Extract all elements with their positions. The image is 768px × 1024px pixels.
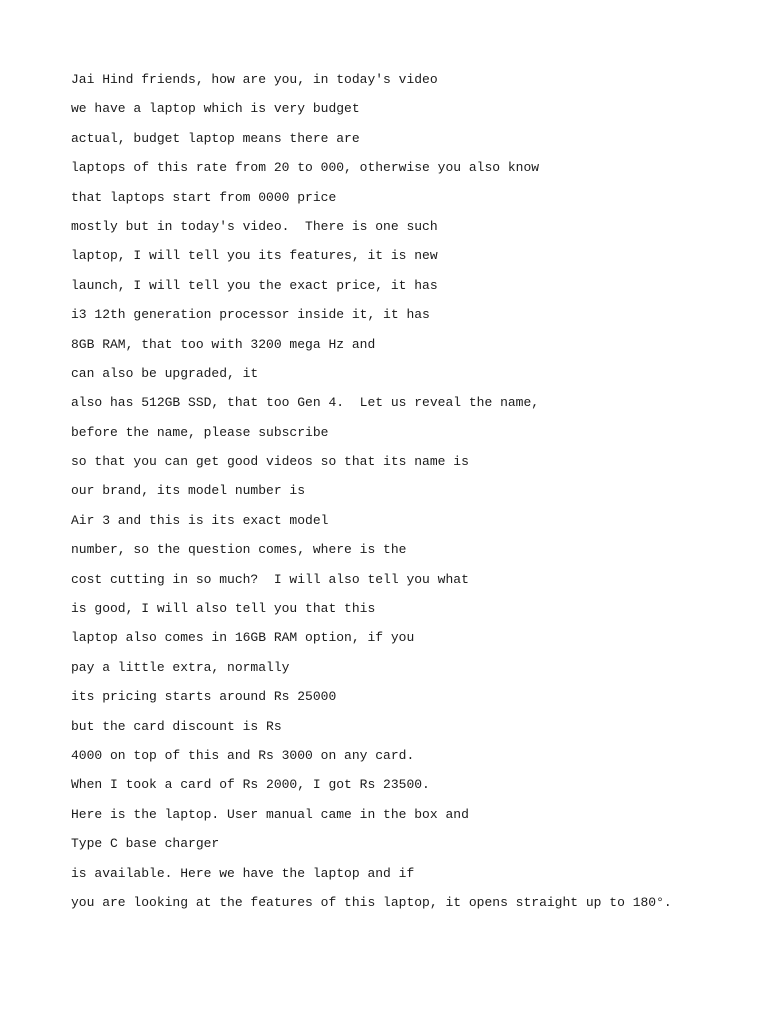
text-line: is good, I will also tell you that this (71, 601, 376, 617)
text-line: Jai Hind friends, how are you, in today's video (71, 72, 438, 87)
text-line: laptop also comes in 16GB RAM option, if you (71, 630, 415, 646)
text-line: its pricing starts around Rs 25000 (71, 689, 337, 705)
text-line: mostly but in today's video. There is one such (71, 218, 438, 234)
text-line: before the name, please subscribe (71, 424, 329, 440)
text-line: our brand, its model number is (71, 483, 306, 499)
text-line: you are looking at the features of this laptop, it opens straight up to 180°. (71, 894, 672, 910)
text-line: also has 512GB SSD, that too Gen 4. Let us reveal the name, (71, 395, 540, 411)
text-line: Type C base charger (71, 836, 220, 852)
text-line: so that you can get good videos so that its name is (71, 454, 469, 470)
text-line: When I took a card of Rs 2000, I got Rs 23500. (71, 777, 430, 793)
text-line: can also be upgraded, it (71, 365, 259, 381)
text-line: but the card discount is Rs (71, 718, 282, 734)
text-line: number, so the question comes, where is the (71, 542, 407, 558)
text-line: cost cutting in so much? I will also tell you what (71, 571, 469, 587)
text-line: actual, budget laptop means there are (71, 130, 360, 146)
text-line: Air 3 and this is its exact model (71, 512, 329, 528)
text-line: launch, I will tell you the exact price, it has (71, 277, 438, 293)
transcript-text (71, 71, 751, 923)
text-line: we have a laptop which is very budget (71, 101, 360, 117)
text-line: i3 12th generation processor inside it, it has (71, 307, 430, 323)
text-line: laptop, I will tell you its features, it is new (71, 248, 438, 264)
text-line: laptops of this rate from 20 to 000, otherwise you also know (71, 160, 540, 176)
text-line: is available. Here we have the laptop and if (71, 865, 415, 881)
text-line: that laptops start from 0000 price (71, 189, 337, 205)
text-line: 4000 on top of this and Rs 3000 on any card. (71, 747, 415, 763)
text-line: pay a little extra, normally (71, 659, 290, 675)
text-line: Here is the laptop. User manual came in the box and (71, 806, 469, 822)
text-line: 8GB RAM, that too with 3200 mega Hz and (71, 336, 376, 352)
